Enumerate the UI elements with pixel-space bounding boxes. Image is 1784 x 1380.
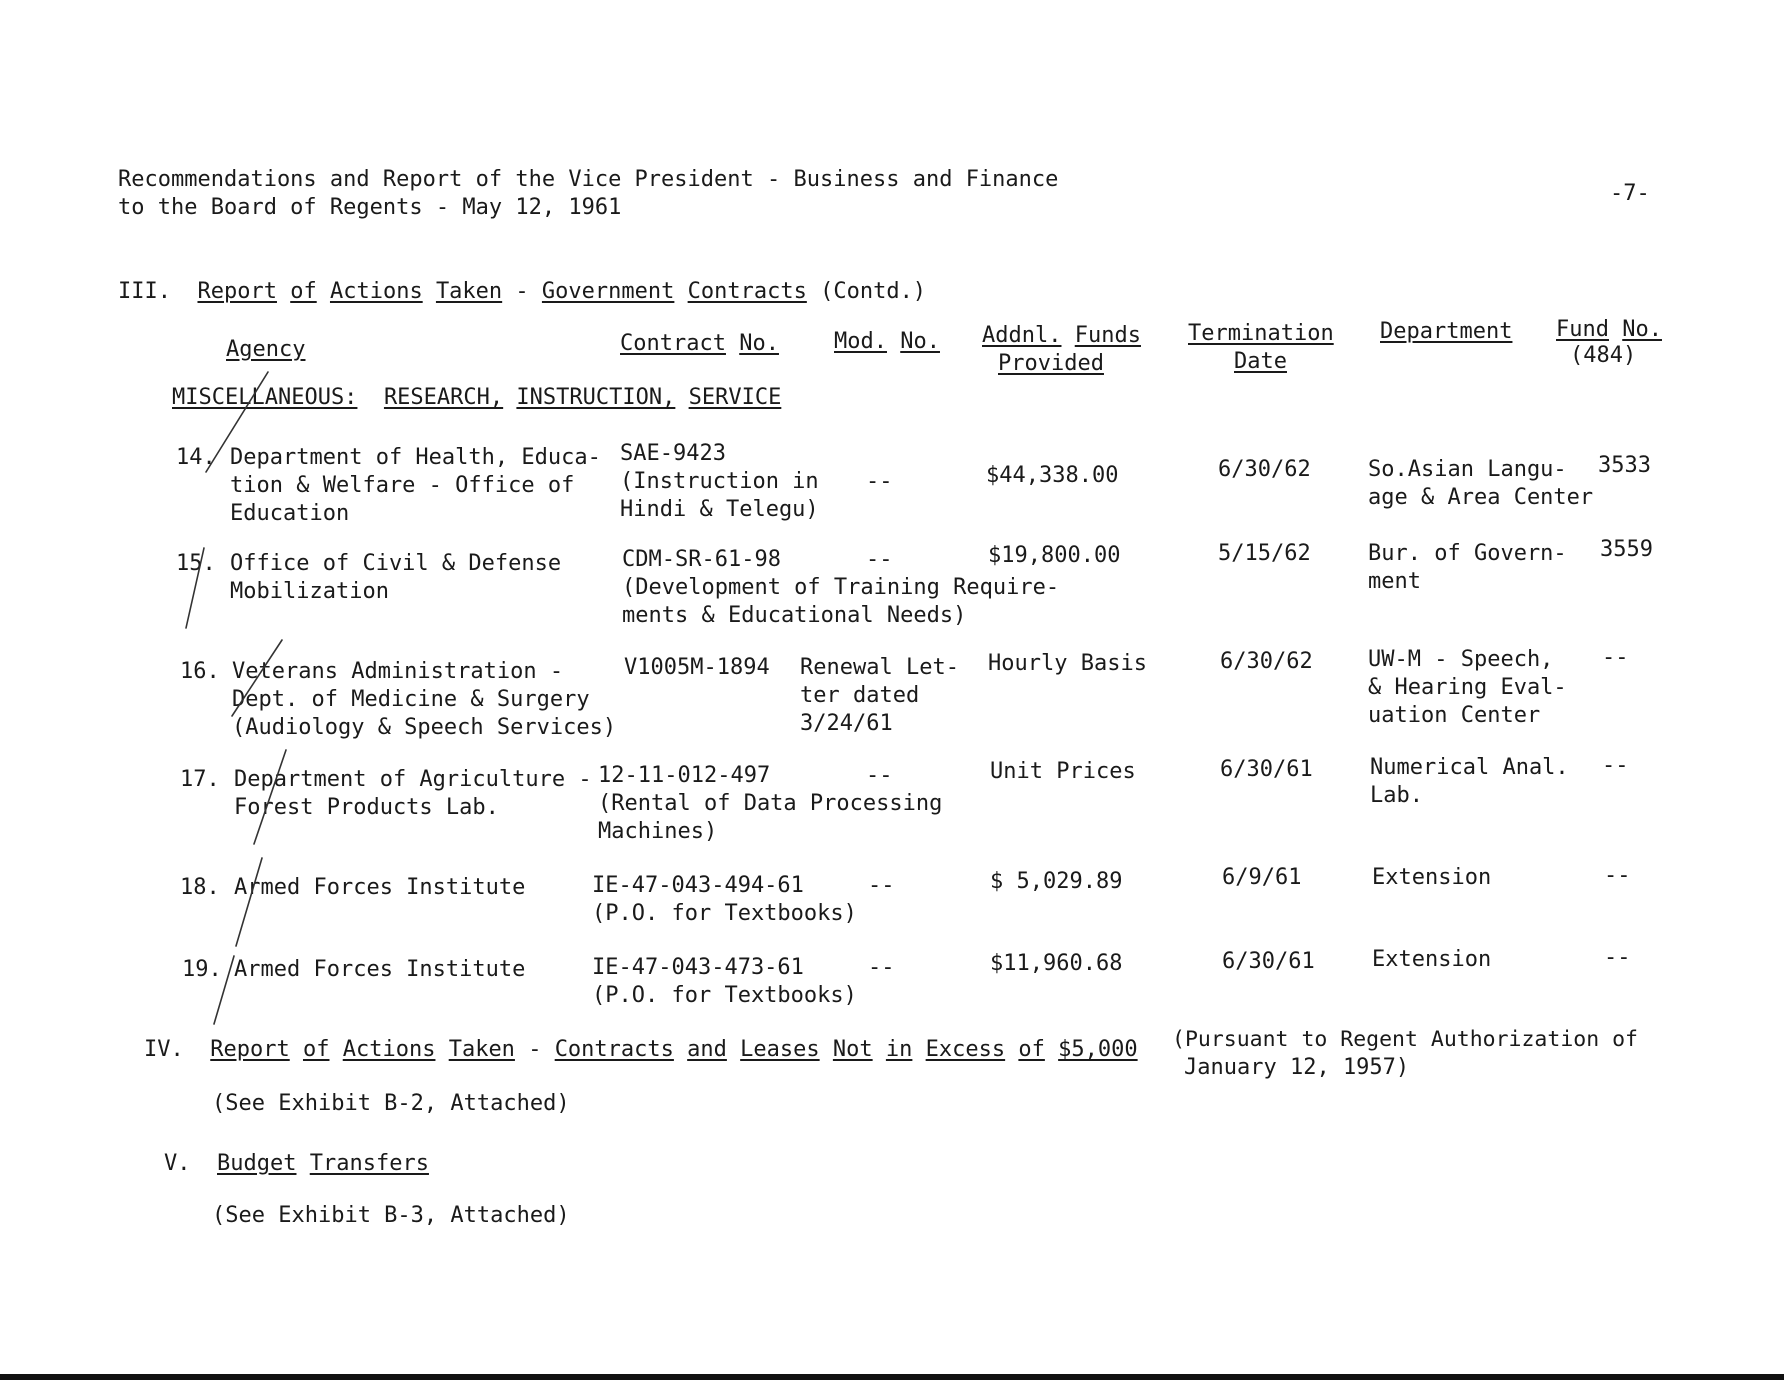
report-title-line-1: Recommendations and Report of the Vice President - Business and Finance: [118, 167, 1059, 192]
section-4-title-word: and: [687, 1037, 727, 1062]
department-cell: Numerical Anal. Lab.: [1370, 755, 1569, 808]
fund-no-cell: --: [1604, 863, 1631, 888]
category-word: SERVICE: [688, 385, 782, 410]
section-4-title-word: Not: [832, 1037, 873, 1062]
section-4-title-word: Contracts: [554, 1037, 674, 1062]
mod-cell: --: [866, 547, 893, 572]
section-4-title-word: Excess: [925, 1037, 1006, 1062]
header-word: No.: [739, 331, 779, 356]
section-5-heading: [164, 1150, 429, 1178]
fund-no-cell: --: [1602, 753, 1629, 778]
contract-cell: IE-47-043-473-61 (P.O. for Textbooks): [592, 955, 857, 1008]
contract-cell: CDM-SR-61-98 (Development of Training Require- ments & Educational Needs): [622, 547, 1060, 628]
section-4-dash: -: [528, 1037, 542, 1062]
section-4-title-word: $5,000: [1058, 1037, 1138, 1062]
contract-cell: IE-47-043-494-61 (P.O. for Textbooks): [592, 873, 857, 926]
section-5-title-word: Budget: [217, 1151, 297, 1176]
report-title-line-2: to the Board of Regents - May 12, 1961: [118, 195, 622, 220]
section-4-title-word: of: [302, 1037, 330, 1062]
section-3-title-word: of: [290, 279, 317, 304]
contract-cell: V1005M-1894: [624, 655, 770, 680]
header-word: No.: [900, 329, 940, 354]
category-word: MISCELLANEOUS:: [172, 385, 358, 410]
header-contract-no: [620, 330, 779, 358]
termination-cell: 6/30/61: [1220, 757, 1313, 782]
section-4-title-word: Actions: [342, 1037, 436, 1062]
funds-cell: $44,338.00: [986, 463, 1119, 488]
agency-cell: Veterans Administration - Dept. of Medicine & Surgery (Audiology & Speech Services): [232, 659, 617, 740]
section-3-title-word: Taken: [435, 279, 503, 304]
funds-cell: Hourly Basis: [988, 651, 1147, 676]
funds-cell: $11,960.68: [990, 951, 1123, 976]
department-cell: Extension: [1372, 865, 1492, 890]
termination-cell: 6/30/61: [1222, 949, 1315, 974]
header-word: No.: [1622, 317, 1662, 342]
section-3-heading: [118, 278, 926, 306]
funds-cell: $19,800.00: [988, 543, 1121, 568]
contract-cell: 12-11-012-497 (Rental of Data Processing Machines): [598, 763, 943, 844]
agency-cell: Department of Health, Educa- tion & Welfare - Office of Education: [230, 445, 601, 526]
scan-bottom-border: [0, 1374, 1784, 1380]
header-termination-line-1: Termination: [1188, 321, 1334, 346]
section-3-title-word: Government: [541, 279, 675, 304]
section-4-title-word: Report: [210, 1037, 290, 1062]
section-4-numeral: IV.: [144, 1037, 184, 1062]
section-4-title-word: of: [1018, 1037, 1045, 1062]
header-word: Funds: [1074, 323, 1141, 348]
mod-cell: --: [868, 955, 895, 980]
section-3-numeral: III.: [118, 279, 171, 304]
fund-no-cell: --: [1602, 645, 1629, 670]
row-number: 18.: [180, 875, 220, 900]
section-4-title-word: in: [885, 1037, 913, 1062]
section-3-title-word: Report: [197, 279, 277, 304]
page-number: -7-: [1610, 181, 1650, 206]
section-3-title-word: Actions: [329, 279, 423, 304]
fund-no-cell: --: [1604, 945, 1631, 970]
mod-cell: --: [866, 469, 893, 494]
funds-cell: $ 5,029.89: [990, 869, 1123, 894]
header-mod-no: [834, 328, 940, 356]
agency-cell: Armed Forces Institute: [234, 957, 526, 982]
header-department: Department: [1380, 319, 1513, 344]
header-word: Addnl.: [982, 323, 1062, 348]
section-3-contd: (Contd.): [820, 279, 927, 304]
section-4-see-exhibit: (See Exhibit B-2, Attached): [212, 1091, 570, 1116]
section-4-title-word: Taken: [448, 1037, 515, 1062]
section-5-numeral: V.: [164, 1151, 191, 1176]
section-5-see-exhibit: (See Exhibit B-3, Attached): [212, 1203, 570, 1228]
section-4-note-line-2: January 12, 1957): [1184, 1055, 1410, 1080]
section-5-title-word: Transfers: [309, 1151, 429, 1176]
header-agency: Agency: [226, 337, 306, 362]
funds-cell: Unit Prices: [990, 759, 1136, 784]
header-termination-line-2: Date: [1234, 349, 1287, 374]
row-number: 19.: [182, 957, 222, 982]
row-number: 17.: [180, 767, 220, 792]
mod-cell: --: [868, 873, 895, 898]
department-cell: So.Asian Langu- age & Area Center: [1368, 457, 1594, 510]
termination-cell: 6/30/62: [1218, 457, 1311, 482]
agency-cell: Office of Civil & Defense Mobilization: [230, 551, 562, 604]
row-number: 14.: [176, 445, 216, 470]
category-heading: [172, 384, 781, 412]
row-number: 16.: [180, 659, 220, 684]
termination-cell: 6/30/62: [1220, 649, 1313, 674]
mod-cell: --: [866, 763, 893, 788]
header-funds-line-2: Provided: [998, 351, 1104, 376]
contract-cell: SAE-9423 (Instruction in Hindi & Telegu): [620, 441, 819, 522]
section-3-dash: -: [515, 279, 529, 304]
category-word: INSTRUCTION,: [516, 385, 676, 410]
header-word: Fund: [1556, 317, 1609, 342]
header-fund-no-sub: (484): [1570, 343, 1637, 368]
agency-cell: Armed Forces Institute: [234, 875, 526, 900]
department-cell: Bur. of Govern- ment: [1368, 541, 1567, 594]
header-word: Contract: [620, 331, 726, 356]
department-cell: Extension: [1372, 947, 1492, 972]
agency-cell: Department of Agriculture - Forest Products Lab.: [234, 767, 592, 820]
termination-cell: 5/15/62: [1218, 541, 1311, 566]
section-4-heading: [144, 1036, 1138, 1064]
mod-cell: Renewal Let- ter dated 3/24/61: [800, 655, 959, 736]
header-fund-no: [1556, 316, 1662, 344]
category-word: RESEARCH,: [383, 385, 504, 410]
row-number: 15.: [176, 551, 216, 576]
header-word: Mod.: [834, 329, 887, 354]
termination-cell: 6/9/61: [1222, 865, 1302, 890]
fund-no-cell: 3559: [1600, 537, 1653, 562]
section-4-title-word: Leases: [740, 1037, 820, 1062]
department-cell: UW-M - Speech, & Hearing Eval- uation Center: [1368, 647, 1567, 728]
header-funds-line-1: [982, 322, 1141, 350]
section-3-title-word: Contracts: [687, 279, 807, 304]
pencil-mark: [236, 858, 262, 946]
fund-no-cell: 3533: [1598, 453, 1651, 478]
section-4-note-line-1: (Pursuant to Regent Authorization of: [1172, 1027, 1638, 1052]
